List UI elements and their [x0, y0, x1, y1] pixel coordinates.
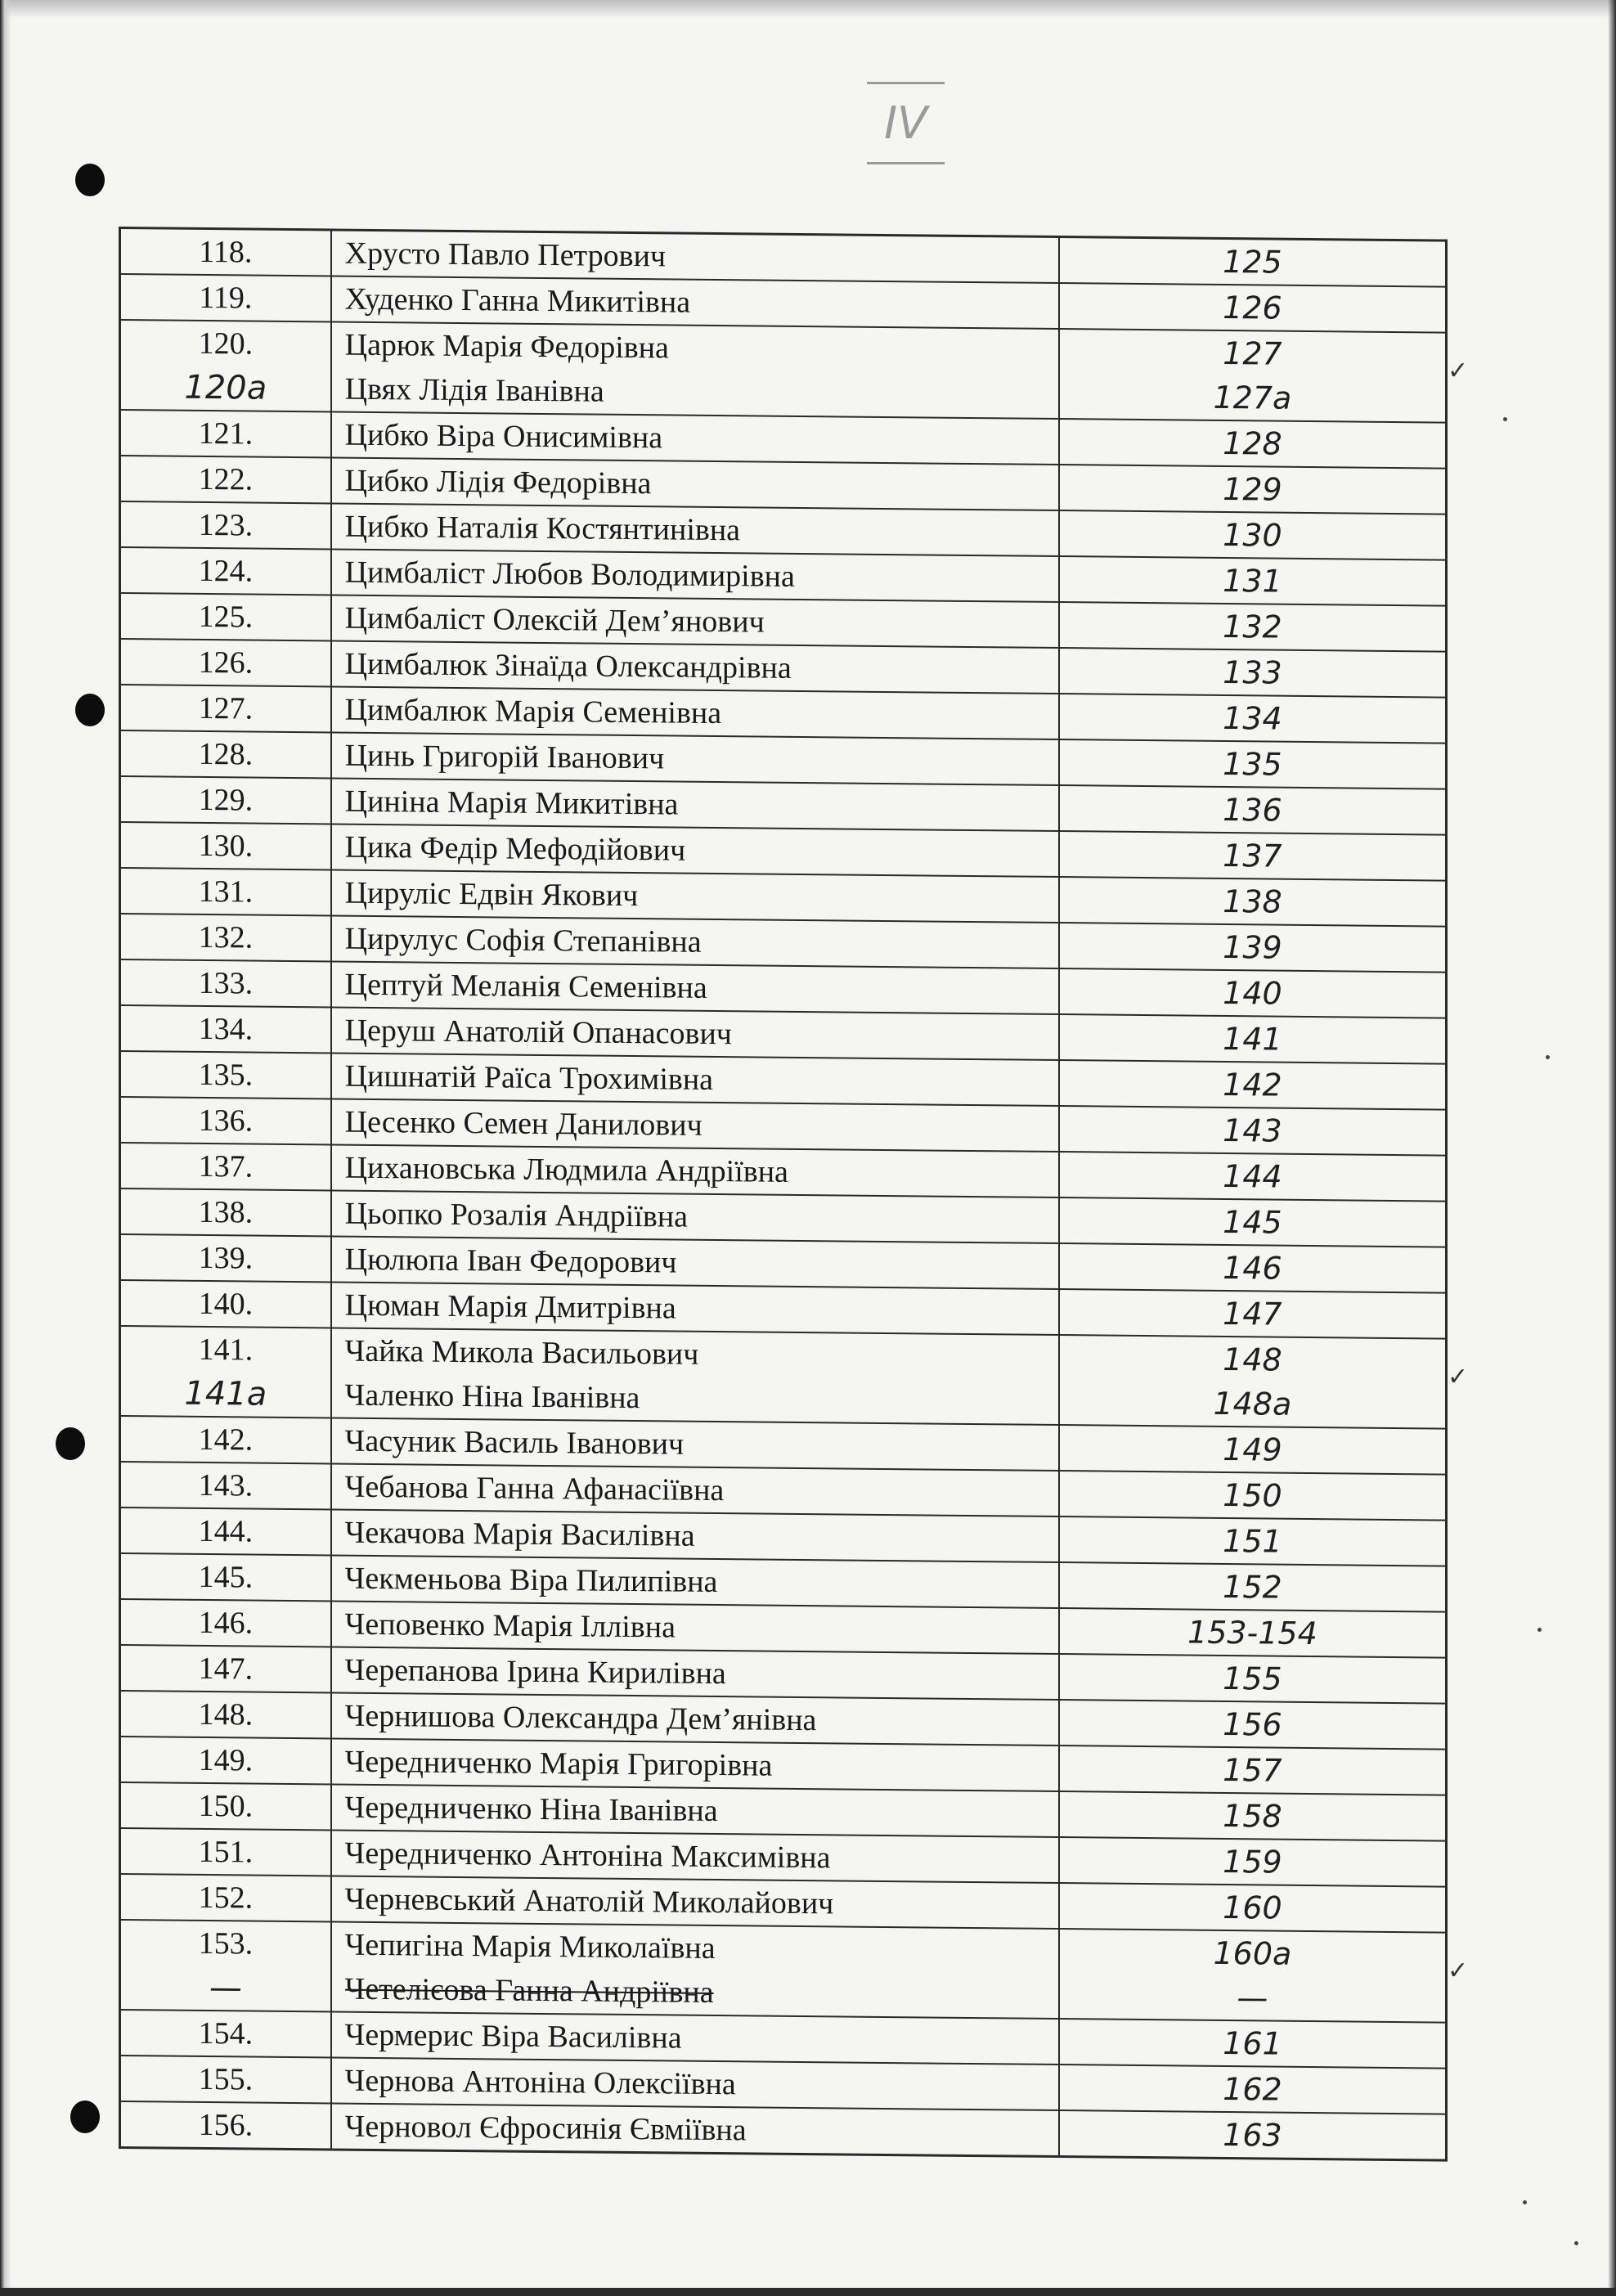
row-number: 153. [198, 1925, 254, 1961]
scan-bottom-edge [0, 2288, 1616, 2296]
sheet-number-cell [1059, 1152, 1447, 1202]
sheet-number-cell [1059, 510, 1447, 560]
row-number-cell [120, 1737, 331, 1784]
sheet-number-cell [1059, 1289, 1447, 1339]
row-number: 119. [199, 280, 253, 316]
row-number-cell [120, 501, 331, 549]
row-number-cell [120, 639, 331, 686]
sheet-number: 146 [1223, 1249, 1282, 1287]
sheet-number: — [1237, 1979, 1268, 2016]
sheet-number-cell [1059, 1425, 1447, 1475]
row-number: 136. [198, 1103, 254, 1139]
row-number: 128. [198, 736, 254, 772]
person-name-cell [331, 1282, 1059, 1335]
person-name: Чермерис Віра Василівна [344, 2017, 682, 2056]
scan-left-edge [0, 0, 11, 2296]
sheet-number-cell [1059, 1516, 1447, 1566]
row-number-cell [120, 730, 331, 778]
row-number-cell [120, 959, 331, 1007]
person-name: Цюлюпа Іван Федорович [344, 1242, 677, 1280]
person-name-cell [331, 1099, 1059, 1152]
person-name: Цюман Марія Дмитрівна [344, 1287, 676, 1326]
person-name: Чайка Микола Васильович [344, 1333, 699, 1372]
row-number-cell [120, 228, 331, 276]
sheet-number: 141 [1223, 1020, 1282, 1058]
sheet-number-cell [1059, 1014, 1447, 1064]
sheet-number: 151 [1223, 1522, 1282, 1560]
row-number: 125. [198, 599, 254, 635]
checkmark-icon: ✓ [1448, 356, 1469, 385]
person-name-cell [331, 869, 1059, 923]
person-name: Чередниченко Антоніна Максимівна [344, 1835, 831, 1876]
person-name-cell [331, 1007, 1059, 1060]
row-number-cell [120, 593, 331, 640]
person-name: Цимбаліст Олексій Дем’янович [344, 600, 765, 640]
person-name: Цибко Віра Онисимівна [344, 417, 663, 456]
person-name: Худенко Ганна Микитівна [344, 281, 691, 320]
sheet-number-cell [1059, 1654, 1447, 1704]
page-section-mark: IV [867, 82, 945, 164]
row-number-cell [120, 2056, 331, 2103]
person-name: Чекменьова Віра Пилипівна [344, 1561, 718, 1600]
sheet-number-cell [1059, 602, 1447, 652]
row-number: 145. [198, 1559, 254, 1595]
person-name-cell [331, 230, 1059, 283]
row-number: 137. [198, 1148, 254, 1184]
person-name: Цесенко Семен Данилович [344, 1104, 703, 1143]
row-number-cell [120, 914, 331, 961]
person-name-cell [331, 2057, 1059, 2110]
sheet-number-cell [1059, 419, 1447, 469]
row-number-cell [120, 1645, 331, 1692]
punch-hole [75, 694, 105, 726]
row-number-cell [120, 822, 331, 869]
person-name: Цишнатій Раїса Трохимівна [344, 1058, 714, 1097]
person-name-cell [331, 778, 1059, 831]
row-number-cell [120, 410, 331, 457]
person-name-cell [331, 1647, 1059, 1700]
row-number: 142. [198, 1422, 254, 1458]
sheet-number: 155 [1223, 1660, 1282, 1697]
person-name: Цьопко Розалія Андріївна [344, 1196, 689, 1234]
sheet-number: 125 [1223, 243, 1282, 281]
row-number: 144. [198, 1513, 254, 1549]
person-name: Цимбалюк Зінаїда Олександрівна [344, 646, 792, 685]
person-name: Чаленко Ніна Іванівна [344, 1377, 640, 1416]
row-number-cell [120, 1143, 331, 1190]
row-number: 143. [198, 1467, 254, 1503]
person-name: Цирулус Софія Степанівна [344, 921, 702, 959]
row-number: 150. [198, 1788, 254, 1824]
scan-speck [1523, 2200, 1527, 2204]
sheet-number: 152 [1223, 1568, 1282, 1606]
person-name: Цимбаліст Любов Володимирівна [344, 555, 795, 594]
person-name: Цимбалюк Марія Семенівна [344, 692, 722, 731]
scan-speck [1546, 1055, 1550, 1059]
person-name-cell [331, 549, 1059, 602]
row-number-cell [120, 1920, 331, 2011]
person-name-cell [331, 457, 1059, 510]
person-name: Чернова Антоніна Олексіївна [344, 2063, 736, 2102]
register-body [120, 228, 1447, 2161]
row-number: 141. [198, 1332, 254, 1368]
row-number-cell [120, 1188, 331, 1236]
sheet-number-cell [1059, 237, 1447, 287]
person-name: Цихановська Людмила Андріївна [344, 1150, 788, 1189]
sheet-number: 136 [1223, 791, 1282, 829]
sheet-number-cell [1059, 2065, 1447, 2114]
row-number-cell [120, 2101, 331, 2150]
person-name-cell [331, 915, 1059, 968]
person-name-cell [331, 1144, 1059, 1197]
row-number-cell [120, 456, 331, 503]
punch-hole [70, 2101, 100, 2133]
row-number: 141а [184, 1374, 267, 1413]
sheet-number: 145 [1223, 1203, 1282, 1241]
person-name: Чебанова Ганна Афанасіївна [344, 1469, 725, 1508]
person-name-cell [331, 321, 1059, 419]
person-name: Черновол Єфросинія Євміївна [344, 2109, 747, 2148]
row-number: 130. [198, 828, 254, 864]
person-name-cell [331, 1921, 1059, 2019]
sheet-number-cell [1059, 329, 1447, 423]
sheet-number-cell [1059, 1929, 1447, 2023]
sheet-number-cell [1059, 831, 1447, 881]
sheet-number-cell [1059, 648, 1447, 698]
sheet-number-cell [1059, 739, 1447, 789]
person-name: Цибко Наталія Костянтинівна [344, 509, 741, 548]
row-number: 120а [184, 368, 267, 407]
person-name-cell [331, 1236, 1059, 1289]
person-name-cell [331, 595, 1059, 648]
scan-speck [1503, 417, 1507, 421]
sheet-number: 147 [1223, 1295, 1282, 1332]
person-name: Чередниченко Ніна Іванівна [344, 1790, 718, 1829]
row-number: 154. [198, 2015, 254, 2051]
person-name: Чернишова Олександра Дем’янівна [344, 1698, 817, 1738]
sheet-number: 129 [1223, 470, 1282, 508]
row-number: 134. [198, 1011, 254, 1047]
sheet-number: 140 [1223, 974, 1282, 1012]
row-number-cell [120, 1005, 331, 1053]
person-name: Церуш Анатолій Опанасович [344, 1013, 732, 1052]
table-row [120, 1920, 1447, 2023]
sheet-number: 137 [1223, 837, 1282, 874]
sheet-number: 132 [1223, 608, 1282, 645]
sheet-number-cell [1059, 694, 1447, 744]
sheet-number: 143 [1223, 1112, 1282, 1149]
sheet-number: 150 [1223, 1476, 1282, 1514]
punch-hole [56, 1427, 85, 1460]
row-number-cell [120, 685, 331, 732]
person-name: Цика Федір Мефодійович [344, 829, 686, 868]
sheet-number-cell [1059, 1791, 1447, 1841]
person-name: Четелієова Ганна Андріївна [344, 1971, 714, 2010]
row-number: 149. [198, 1742, 254, 1778]
row-number-cell [120, 868, 331, 915]
checkmark-icon: ✓ [1448, 1362, 1469, 1391]
sheet-number: 128 [1223, 425, 1282, 462]
sheet-number-cell [1059, 1883, 1447, 1933]
sheet-number: 133 [1223, 654, 1282, 691]
archive-register-table [119, 227, 1448, 2162]
person-name-cell [331, 1509, 1059, 1562]
sheet-number-cell [1059, 1562, 1447, 1612]
person-name-cell [331, 1418, 1059, 1471]
row-number-cell [120, 2010, 331, 2057]
row-number: 132. [198, 919, 254, 955]
row-number: 151. [198, 1834, 254, 1870]
row-number: 146. [198, 1605, 254, 1641]
row-number: 140. [198, 1286, 254, 1322]
person-name: Чеповенко Марія Іллівна [344, 1606, 676, 1645]
sheet-number: 157 [1223, 1751, 1282, 1789]
row-number: 147. [198, 1651, 254, 1687]
person-name: Цибко Лідія Федорівна [344, 463, 652, 501]
person-name-cell [331, 2103, 1059, 2156]
person-name: Чередниченко Марія Григорівна [344, 1744, 773, 1783]
person-name-cell [331, 411, 1059, 465]
row-number-cell [120, 1097, 331, 1144]
row-number-cell [120, 1051, 331, 1099]
sheet-number: 131 [1223, 562, 1282, 600]
person-name: Хрусто Павло Петрович [344, 236, 667, 274]
sheet-number-cell [1059, 2019, 1447, 2069]
row-number-cell [120, 1462, 331, 1509]
row-number: 131. [198, 874, 254, 910]
scan-speck [1574, 2241, 1578, 2245]
person-name-cell [331, 1555, 1059, 1608]
row-number-cell [120, 1599, 331, 1647]
sheet-number-cell [1059, 923, 1447, 973]
sheet-number-cell [1059, 2110, 1447, 2160]
person-name: Цинь Григорій Іванович [344, 738, 665, 776]
checkmark-icon: ✓ [1448, 1956, 1469, 1985]
person-name-cell [331, 1692, 1059, 1746]
sheet-number: 138 [1223, 883, 1282, 920]
sheet-number: 144 [1223, 1157, 1282, 1195]
sheet-number: 162 [1223, 2070, 1282, 2108]
sheet-number: 161 [1223, 2024, 1282, 2062]
person-name: Цвях Лідія Іванівна [344, 371, 604, 409]
sheet-number-cell [1059, 1197, 1447, 1247]
sheet-number: 158 [1223, 1797, 1282, 1835]
row-number-cell [120, 547, 331, 595]
person-name-cell [331, 640, 1059, 694]
person-name: Часуник Василь Іванович [344, 1423, 685, 1462]
person-name-cell [331, 1876, 1059, 1929]
sheet-number: 139 [1223, 928, 1282, 966]
row-number: 156. [198, 2107, 254, 2143]
row-number: 135. [198, 1057, 254, 1093]
person-name-cell [331, 276, 1059, 329]
row-number: 118. [199, 234, 253, 270]
sheet-number: 135 [1223, 745, 1282, 783]
row-number: 148. [198, 1696, 254, 1732]
sheet-number: 142 [1223, 1066, 1282, 1103]
row-number-cell [120, 1691, 331, 1738]
person-name-cell [331, 1784, 1059, 1837]
row-number-cell [120, 1280, 331, 1328]
row-number: 133. [198, 965, 254, 1001]
person-name-cell [331, 686, 1059, 739]
sheet-number: 153-154 [1187, 1614, 1317, 1652]
row-number-cell [120, 1874, 331, 1921]
sheet-number: 134 [1223, 699, 1282, 737]
punch-hole [75, 164, 105, 196]
sheet-number-cell [1059, 1060, 1447, 1110]
sheet-number-cell [1059, 465, 1447, 514]
row-number: 152. [198, 1880, 254, 1916]
sheet-number-cell [1059, 1746, 1447, 1795]
person-name: Цируліс Едвін Якович [344, 875, 639, 914]
row-number: 121. [198, 416, 254, 452]
row-number: 126. [198, 645, 254, 681]
sheet-number: 148а [1213, 1385, 1292, 1422]
row-number: 139. [198, 1240, 254, 1276]
sheet-number-cell [1059, 556, 1447, 606]
person-name-cell [331, 1328, 1059, 1425]
person-name-cell [331, 732, 1059, 785]
sheet-number: 156 [1223, 1705, 1282, 1743]
sheet-number-cell [1059, 283, 1447, 333]
row-number-cell [120, 1416, 331, 1463]
sheet-number-cell [1059, 1243, 1447, 1293]
row-number-cell [120, 320, 331, 411]
sheet-number: 127 [1223, 335, 1282, 372]
person-name-cell [331, 1463, 1059, 1516]
sheet-number-cell [1059, 1608, 1447, 1658]
sheet-number: 159 [1223, 1843, 1282, 1880]
row-number: 124. [198, 553, 254, 589]
scan-top-shadow [0, 0, 1616, 18]
row-number-cell [120, 1234, 331, 1282]
sheet-number: 160 [1223, 1889, 1282, 1926]
person-name: Чекачова Марія Василівна [344, 1515, 695, 1553]
row-number: 129. [198, 782, 254, 818]
sheet-number: 163 [1223, 2116, 1282, 2154]
sheet-number-cell [1059, 1700, 1447, 1750]
sheet-number: 127а [1213, 379, 1292, 416]
person-name-cell [331, 1190, 1059, 1243]
person-name-cell [331, 961, 1059, 1014]
row-number-cell [120, 274, 331, 321]
person-name: Чепигіна Марія Миколаївна [344, 1927, 716, 1966]
sheet-number: 160а [1213, 1934, 1292, 1972]
row-number: 120. [198, 326, 254, 362]
person-name-cell [331, 1053, 1059, 1106]
person-name: Цептуй Меланія Семенівна [344, 967, 707, 1005]
person-name-cell [331, 1738, 1059, 1791]
row-number: 122. [198, 461, 254, 497]
person-name-cell [331, 2011, 1059, 2065]
person-name: Черепанова Ірина Кирилівна [344, 1652, 726, 1692]
person-name: Царюк Марія Федорівна [344, 327, 669, 366]
sheet-number: 130 [1223, 516, 1282, 554]
sheet-number-cell [1059, 1471, 1447, 1521]
row-number: 155. [198, 2061, 254, 2097]
scan-right-edge [1608, 0, 1616, 2296]
person-name-cell [331, 824, 1059, 877]
person-name: Черневський Анатолій Миколайович [344, 1881, 834, 1921]
sheet-number-cell [1059, 1837, 1447, 1887]
scan-speck [1537, 1628, 1542, 1632]
sheet-number-cell [1059, 968, 1447, 1018]
person-name-cell [331, 1601, 1059, 1654]
row-number: 138. [198, 1194, 254, 1230]
row-number-cell [120, 1828, 331, 1876]
sheet-number-cell [1059, 1106, 1447, 1156]
table-row [120, 320, 1447, 423]
sheet-number: 126 [1223, 289, 1282, 326]
row-number-cell [120, 1553, 331, 1601]
sheet-number: 149 [1223, 1431, 1282, 1468]
row-number: — [209, 1969, 242, 2007]
row-number: 123. [198, 507, 254, 543]
person-name-cell [331, 503, 1059, 556]
sheet-number-cell [1059, 1335, 1447, 1429]
person-name-cell [331, 1830, 1059, 1883]
table-row [120, 1326, 1447, 1429]
row-number-cell [120, 1782, 331, 1830]
person-name: Циніна Марія Микитівна [344, 784, 679, 822]
sheet-number-cell [1059, 785, 1447, 835]
sheet-number-cell [1059, 877, 1447, 927]
row-number-cell [120, 776, 331, 824]
row-number: 127. [198, 690, 254, 726]
sheet-number: 148 [1223, 1341, 1282, 1378]
row-number-cell [120, 1507, 331, 1555]
row-number-cell [120, 1326, 331, 1418]
